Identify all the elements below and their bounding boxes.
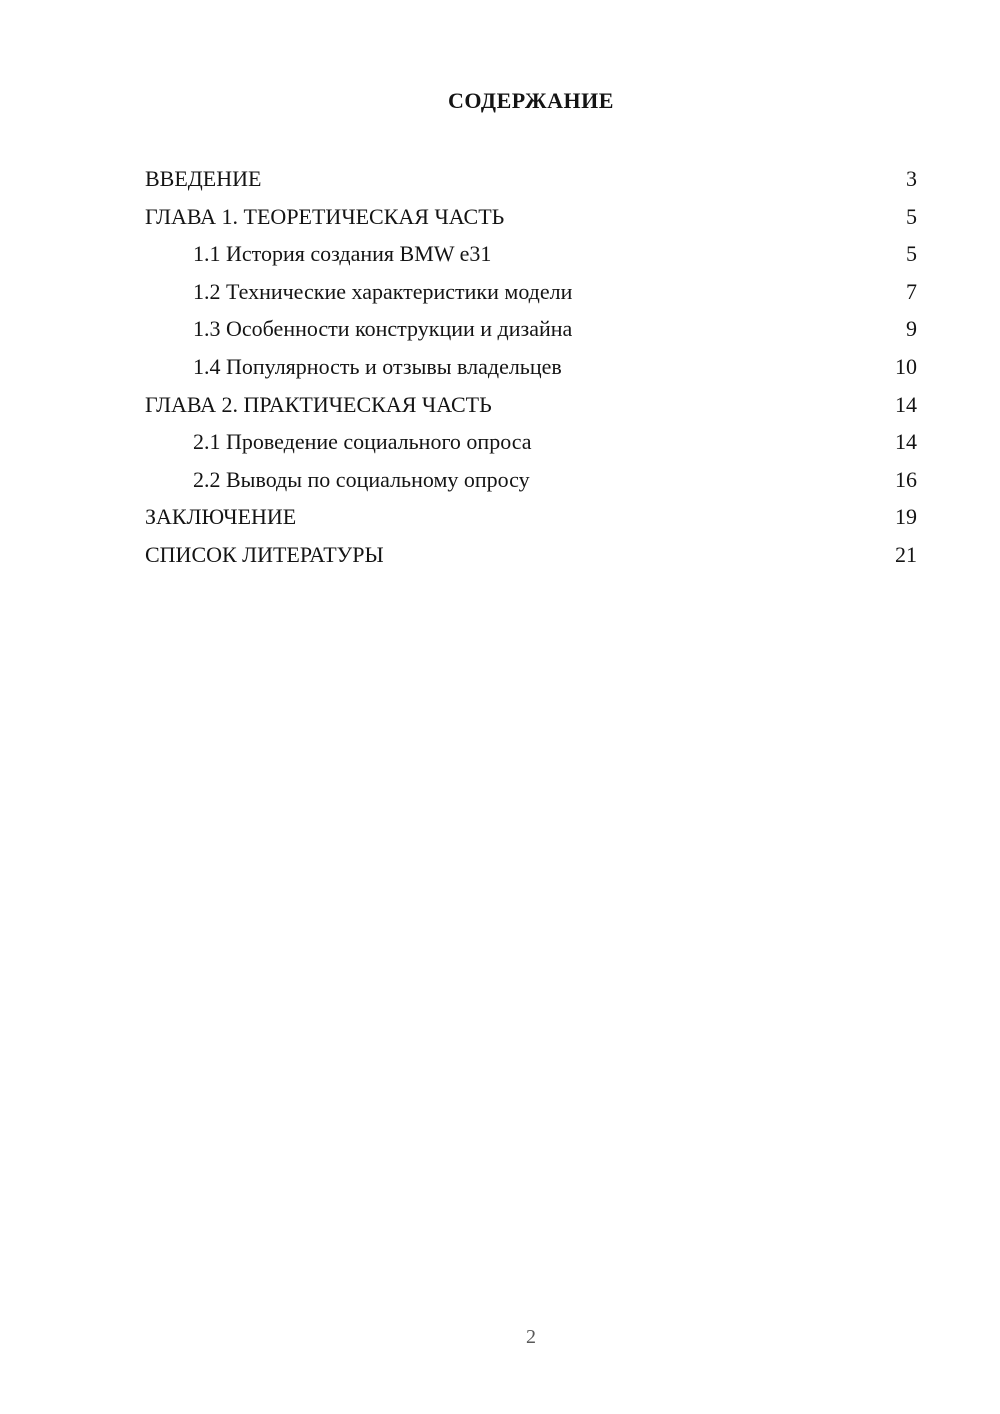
page-title: СОДЕРЖАНИЕ — [448, 88, 614, 113]
toc-entry-label: 1.4 Популярность и отзывы владельцев — [193, 353, 562, 379]
footer-page-number: 2 — [526, 1326, 536, 1348]
toc-row — [145, 348, 917, 386]
toc-entry-page: 3 — [906, 166, 917, 191]
toc-row — [145, 198, 917, 236]
toc-row — [145, 386, 917, 424]
toc-entry-page: 10 — [895, 353, 917, 379]
toc-entry-label: ЗАКЛЮЧЕНИЕ — [145, 504, 297, 530]
toc-row — [145, 160, 917, 198]
table-of-contents — [145, 160, 917, 574]
content-area — [0, 0, 1000, 574]
toc-entry-label: 2.2 Выводы по социальному опросу — [193, 466, 530, 492]
toc-row — [145, 423, 917, 461]
toc-entry-page: 19 — [895, 504, 917, 530]
toc-entry-page: 5 — [906, 203, 917, 229]
toc-entry-label: ГЛАВА 2. ПРАКТИЧЕСКАЯ ЧАСТЬ — [145, 391, 492, 417]
toc-row — [145, 461, 917, 499]
toc-entry-page: 14 — [895, 391, 917, 417]
toc-entry-page: 7 — [906, 278, 917, 304]
toc-entry-label: 1.1 История создания BMW e31 — [193, 241, 492, 267]
toc-entry-page: 9 — [906, 316, 917, 342]
toc-entry-label: 1.2 Технические характеристики модели — [193, 278, 573, 304]
toc-entry-label: 2.1 Проведение социального опроса — [193, 429, 532, 455]
toc-entry-label: ВВЕДЕНИЕ — [145, 166, 262, 191]
toc-entry-label: ГЛАВА 1. ТЕОРЕТИЧЕСКАЯ ЧАСТЬ — [145, 203, 505, 229]
toc-entry-page: 16 — [895, 466, 917, 492]
toc-entry-label: СПИСОК ЛИТЕРАТУРЫ — [145, 541, 384, 567]
toc-row — [145, 310, 917, 348]
toc-row — [145, 273, 917, 311]
toc-row — [145, 235, 917, 273]
toc-entry-page: 21 — [895, 541, 917, 567]
toc-entry-page: 14 — [895, 429, 917, 455]
toc-entry-label: 1.3 Особенности конструкции и дизайна — [193, 316, 573, 342]
toc-row — [145, 536, 917, 574]
toc-entry-page: 5 — [906, 241, 917, 267]
toc-row — [145, 498, 917, 536]
